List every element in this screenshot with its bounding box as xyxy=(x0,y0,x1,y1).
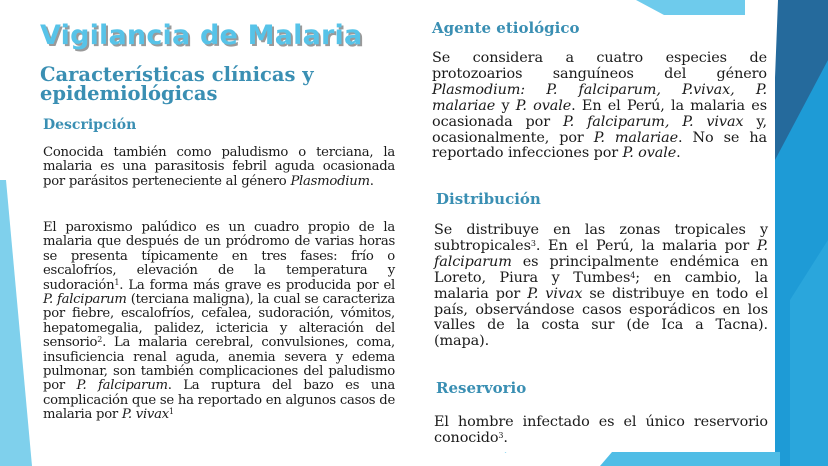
descripcion-paragraph-2: El paroxismo palúdico es un cuadro propio de la malaria que después de un pródromo de varias horas se presenta típicamente en tres fases: frío o escalofríos, elevación de la temperatura y sudoración$^1$. La forma más grave es producida por el P. falciparum (terciana maligna), la cual se caracteriza por fiebre, escalofríos, cefalea, sudoración, vómitos, hepatomegalia, palidez, ictericia y alteración del sensorio$^2$. La malaria cerebral, convulsiones, coma, insuficiencia renal aguda, anemia severa y edema pulmonar, son también complicaciones del paludismo por P. falciparum. La ruptura del bazo es una complicación que se ha reportado en algunos casos de malaria por P. vivax$^1$ xyxy=(43,220,396,423)
heading-descripcion: Descripción xyxy=(43,117,137,133)
heading-agente-etiologico: Agente etiológico xyxy=(432,19,580,37)
reservorio-paragraph: El hombre infectado es el único reservorio conocido$^3$. xyxy=(434,414,768,446)
slide-subtitle: Características clínicas y epidemiológicas xyxy=(40,63,314,105)
slide-title: Vigilancia de Malaria xyxy=(40,20,363,51)
descripcion-paragraph-1: Conocida también como paludismo o terciana, la malaria es una parasitosis febril aguda ocasionada por parásitos perteneciente al género Plasmodium. xyxy=(43,145,395,189)
left-accent-shape xyxy=(0,0,40,466)
distribucion-paragraph: Se distribuye en las zonas tropicales y subtropicales$^3$. En el Perú, la malaria por P. falciparum es principalmente endémica en Loreto, Piura y Tumbes$^4$; en cambio, la malaria por P. vivax se distribuye en todo el país, observándose casos esporádicos en los valles de la costa sur (de Ica a Tacna). (mapa). xyxy=(434,222,768,350)
heading-reservorio: Reservorio xyxy=(436,379,527,397)
agente-paragraph: Se considera a cuatro especies de protozoarios sanguíneos del género Plasmodium: P. falciparum, P.vivax, P. malariae y P. ovale. En el Perú, la malaria es ocasionada por P. falciparum, P. vivax y, ocasionalmente, por P. malariae. No se ha reportado infecciones por P. ovale. xyxy=(432,50,767,162)
heading-distribucion: Distribución xyxy=(436,190,541,208)
